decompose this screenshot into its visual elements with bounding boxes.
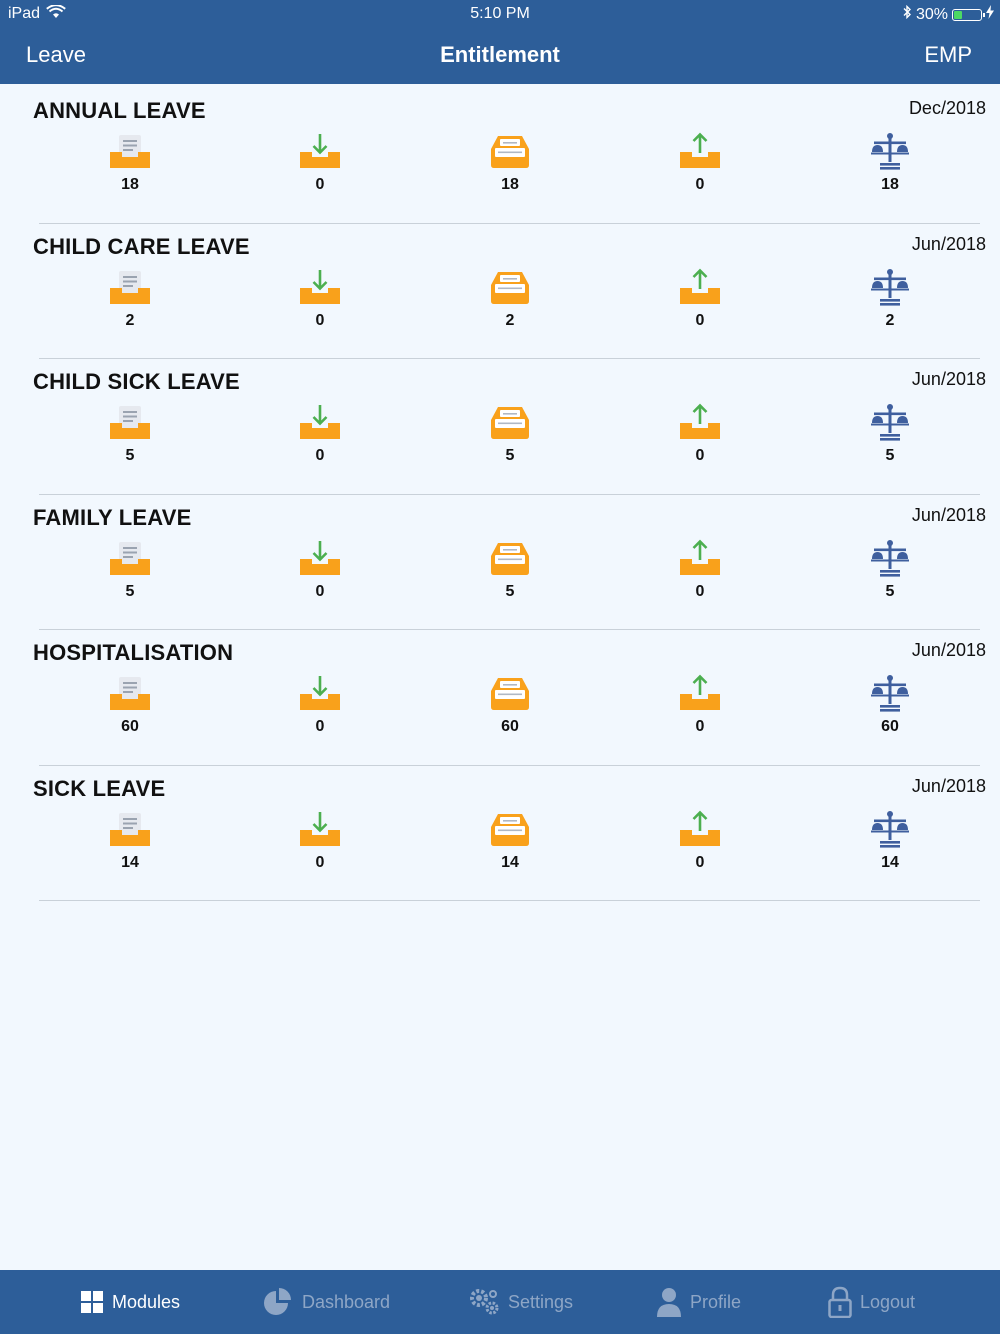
stat-value: 14	[121, 853, 139, 871]
leave-date: Jun/2018	[911, 504, 986, 525]
taken-upload-icon	[660, 539, 740, 577]
battery-icon	[952, 9, 982, 21]
modules-grid-icon	[80, 1290, 104, 1314]
tab-logout[interactable]	[828, 1270, 915, 1334]
entitled-tray-icon	[90, 539, 170, 577]
bluetooth-icon	[902, 5, 912, 24]
tab-modules[interactable]	[80, 1270, 180, 1334]
stat-value: 2	[505, 311, 515, 329]
taken-upload-icon	[660, 132, 740, 170]
tab-label: Logout	[860, 1291, 916, 1312]
stat-value: 0	[695, 853, 705, 871]
leave-stat	[660, 268, 740, 330]
entitled-tray-icon	[90, 132, 170, 170]
tab-bar	[0, 1270, 1000, 1334]
tab-dashboard[interactable]	[262, 1270, 390, 1334]
stat-value: 0	[315, 853, 325, 871]
stat-value: 5	[885, 582, 895, 600]
battery-percent: 30%	[915, 5, 948, 23]
stat-value: 14	[501, 853, 519, 871]
received-download-icon	[280, 674, 360, 712]
leave-stat	[280, 539, 360, 601]
balance-inbox-icon	[470, 132, 550, 170]
leave-date: Jun/2018	[911, 233, 986, 254]
nav-bar	[0, 38, 1000, 74]
stat-value: 5	[125, 447, 135, 464]
leave-stat	[660, 132, 740, 194]
balance-inbox-icon	[470, 810, 550, 848]
leave-stat	[850, 539, 930, 601]
leave-stat	[850, 403, 930, 465]
leave-name: CHILD CARE LEAVE	[33, 233, 250, 259]
emp-button[interactable]: EMP	[924, 42, 972, 67]
stat-value: 18	[121, 176, 139, 193]
received-download-icon	[280, 132, 360, 170]
leave-date: Jun/2018	[911, 640, 986, 660]
page-title: Entitlement	[440, 42, 560, 67]
leave-stat	[660, 539, 740, 601]
stat-value: 0	[315, 447, 325, 464]
leave-section[interactable]	[0, 766, 1000, 902]
received-download-icon	[280, 539, 360, 577]
tab-profile[interactable]	[656, 1270, 741, 1334]
stat-value: 0	[695, 176, 705, 193]
stat-value: 2	[125, 311, 135, 329]
stat-value: 5	[125, 582, 135, 600]
stat-value: 5	[505, 582, 515, 600]
leave-section[interactable]	[0, 495, 1000, 631]
leave-stat	[470, 674, 550, 736]
balance-scale-icon	[850, 268, 930, 306]
leave-stat	[90, 539, 170, 601]
leave-stat	[660, 674, 740, 736]
pie-chart-icon	[262, 1287, 294, 1317]
balance-scale-icon	[850, 539, 930, 577]
leave-section[interactable]	[0, 88, 1000, 224]
leave-stat	[850, 810, 930, 872]
leave-name: HOSPITALISATION	[33, 640, 234, 665]
stat-value: 0	[315, 582, 325, 600]
leave-stat	[470, 132, 550, 194]
leave-stat	[90, 403, 170, 465]
balance-inbox-icon	[470, 403, 550, 441]
header	[0, 0, 1000, 84]
lock-icon	[828, 1286, 852, 1318]
leave-stat	[470, 810, 550, 872]
received-download-icon	[280, 268, 360, 306]
charging-icon	[986, 5, 994, 24]
entitled-tray-icon	[90, 674, 170, 712]
leave-stat	[280, 403, 360, 465]
leave-stat	[280, 674, 360, 736]
balance-scale-icon	[850, 674, 930, 712]
tab-label: Modules	[112, 1291, 181, 1312]
entitled-tray-icon	[90, 810, 170, 848]
stat-value: 60	[501, 718, 519, 735]
stat-value: 0	[315, 311, 325, 329]
stat-value: 2	[885, 311, 895, 329]
tab-label: Settings	[508, 1291, 574, 1312]
stat-value: 60	[121, 718, 139, 735]
stat-value: 5	[505, 447, 515, 464]
taken-upload-icon	[660, 674, 740, 712]
leave-date: Jun/2018	[911, 775, 986, 796]
leave-section[interactable]	[0, 224, 1000, 360]
stat-value: 18	[501, 176, 519, 193]
balance-scale-icon	[850, 403, 930, 441]
entitled-tray-icon	[90, 403, 170, 441]
leave-date: Jun/2018	[911, 369, 986, 389]
leave-name: ANNUAL LEAVE	[33, 98, 206, 123]
status-right	[902, 5, 994, 24]
entitled-tray-icon	[90, 268, 170, 306]
stat-value: 18	[881, 176, 899, 193]
leave-stat	[850, 132, 930, 194]
leave-list	[0, 88, 1000, 901]
stat-value: 0	[695, 582, 705, 600]
stat-value: 0	[695, 718, 705, 735]
leave-section[interactable]	[0, 359, 1000, 495]
leave-stat	[90, 268, 170, 330]
leave-stat	[280, 810, 360, 872]
stat-value: 0	[695, 311, 705, 329]
tab-settings[interactable]	[468, 1270, 573, 1334]
balance-inbox-icon	[470, 268, 550, 306]
received-download-icon	[280, 810, 360, 848]
leave-name: SICK LEAVE	[33, 775, 166, 801]
carrier-label: iPad	[8, 5, 41, 22]
leave-name: CHILD SICK LEAVE	[33, 369, 240, 394]
leave-date: Dec/2018	[908, 98, 986, 118]
leave-stat	[470, 539, 550, 601]
leave-stat	[280, 268, 360, 330]
leave-stat	[470, 403, 550, 465]
leave-stat	[90, 132, 170, 194]
stat-value: 60	[881, 718, 899, 735]
status-time: 5:10 PM	[470, 5, 530, 22]
leave-stat	[90, 674, 170, 736]
stat-value: 5	[885, 447, 895, 464]
leave-stat	[660, 810, 740, 872]
balance-inbox-icon	[470, 539, 550, 577]
leave-name: FAMILY LEAVE	[33, 504, 192, 530]
person-icon	[656, 1287, 682, 1317]
leave-stat	[90, 810, 170, 872]
stat-value: 14	[881, 853, 899, 871]
leave-stat	[280, 132, 360, 194]
stat-value: 0	[315, 718, 325, 735]
balance-scale-icon	[850, 132, 930, 170]
taken-upload-icon	[660, 810, 740, 848]
stat-value: 0	[315, 176, 325, 193]
tab-label: Dashboard	[302, 1291, 391, 1312]
gears-icon	[468, 1287, 500, 1317]
status-bar	[0, 0, 1000, 28]
divider	[39, 900, 980, 901]
received-download-icon	[280, 403, 360, 441]
taken-upload-icon	[660, 403, 740, 441]
taken-upload-icon	[660, 268, 740, 306]
stat-value: 0	[695, 447, 705, 464]
balance-inbox-icon	[470, 674, 550, 712]
leave-stat	[470, 268, 550, 330]
tab-label: Profile	[690, 1291, 742, 1312]
leave-stat	[850, 674, 930, 736]
leave-stat	[660, 403, 740, 465]
leave-section[interactable]	[0, 630, 1000, 766]
leave-stat	[850, 268, 930, 330]
back-button[interactable]: Leave	[26, 42, 86, 67]
balance-scale-icon	[850, 810, 930, 848]
